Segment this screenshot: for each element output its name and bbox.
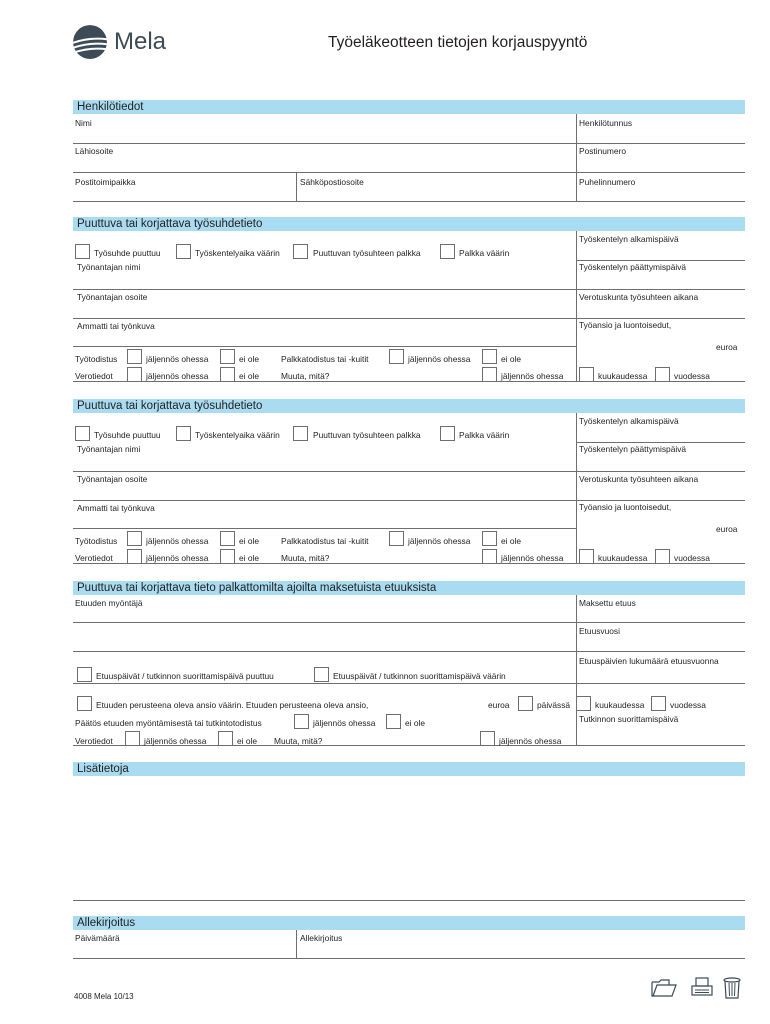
benefit-days-field[interactable]: Etuuspäivien lukumäärä etuusvuonna: [579, 656, 719, 666]
printer-icon[interactable]: [690, 976, 714, 1000]
benefit-per-year-checkbox[interactable]: [651, 696, 666, 711]
copy-attached-label: jäljennös ohessa: [146, 354, 209, 364]
per-day-label: päivässä: [537, 700, 571, 710]
start-date-field[interactable]: Työskentelyn alkamispäivä: [579, 234, 679, 244]
copy-attached-label: jäljennös ohessa: [501, 371, 564, 381]
benefit-per-month-checkbox[interactable]: [576, 696, 591, 711]
income-field[interactable]: Työansio ja luontoisedut,: [579, 502, 672, 512]
salary-wrong-checkbox[interactable]: [440, 426, 455, 441]
ssn-field[interactable]: Henkilötunnus: [579, 118, 633, 128]
per-year-checkbox[interactable]: [655, 367, 670, 382]
pay-slip-label: Palkkatodistus tai -kuitit: [281, 354, 369, 364]
occupation-field[interactable]: Ammatti tai työnkuva: [77, 503, 155, 513]
not-available-label: ei ole: [405, 718, 426, 728]
employment-missing-checkbox[interactable]: [75, 426, 90, 441]
mela-logo: [72, 24, 182, 62]
tax-municipality-field[interactable]: Verotuskunta työsuhteen aikana: [579, 292, 699, 302]
form-code: 4008 Mela 10/13: [74, 992, 134, 1001]
degree-date-field[interactable]: Tutkinnon suorittamispäivä: [579, 714, 679, 724]
decision-none-checkbox[interactable]: [386, 714, 401, 729]
employer-name-field[interactable]: Työnantajan nimi: [77, 444, 141, 454]
start-date-field[interactable]: Työskentelyn alkamispäivä: [579, 416, 679, 426]
work-certificate-none-checkbox[interactable]: [220, 349, 235, 364]
tax-certificate-none-checkbox[interactable]: [220, 549, 235, 564]
section-signature-heading: Allekirjoitus: [73, 916, 745, 930]
per-year-label: vuodessa: [674, 371, 710, 381]
benefit-year-field[interactable]: Etuusvuosi: [579, 626, 620, 636]
tax-municipality-field[interactable]: Verotuskunta työsuhteen aikana: [579, 474, 699, 484]
copy-attached-label: jäljennös ohessa: [408, 354, 471, 364]
benefit-tax-none-checkbox[interactable]: [218, 731, 233, 746]
income-wrong-label: Etuuden perusteena oleva ansio väärin. Etuuden perusteena oleva ansio,: [96, 700, 369, 710]
per-month-checkbox[interactable]: [579, 367, 594, 382]
other-label: Muuta, mitä?: [281, 553, 330, 563]
period-wrong-label: Työskentelyaika väärin: [195, 430, 280, 440]
income-euro-label: euroa: [716, 342, 738, 352]
copy-attached-label: jäljennös ohessa: [144, 736, 207, 746]
per-year-checkbox[interactable]: [655, 549, 670, 564]
pay-slip-label: Palkkatodistus tai -kuitit: [281, 536, 369, 546]
not-available-label: ei ole: [237, 736, 258, 746]
decision-copy-checkbox[interactable]: [294, 714, 309, 729]
not-available-label: ei ole: [501, 354, 522, 364]
copy-attached-label: jäljennös ohessa: [499, 736, 562, 746]
signature-field[interactable]: Allekirjoitus: [300, 933, 343, 943]
copy-attached-label: jäljennös ohessa: [408, 536, 471, 546]
folder-icon[interactable]: [650, 976, 678, 1000]
decision-label: Päätös etuuden myöntämisestä tai tutkintotodistus: [75, 718, 262, 728]
per-day-checkbox[interactable]: [518, 696, 533, 711]
missing-salary-label: Puuttuvan työsuhteen palkka: [313, 430, 421, 440]
income-euro-label: euroa: [716, 524, 738, 534]
work-certificate-none-checkbox[interactable]: [220, 531, 235, 546]
tax-certificate-label: Verotiedot: [75, 553, 113, 563]
salary-wrong-checkbox[interactable]: [440, 244, 455, 259]
work-certificate-label: Työtodistus: [75, 354, 118, 364]
pay-slip-none-checkbox[interactable]: [482, 349, 497, 364]
page-title: Työeläkeotteen tietojen korjauspyyntö: [328, 34, 588, 51]
employer-address-field[interactable]: Työnantajan osoite: [77, 474, 148, 484]
section-employment-1-heading: Puuttuva tai korjattava työsuhdetieto: [73, 217, 745, 231]
employment-missing-checkbox[interactable]: [75, 244, 90, 259]
tax-certificate-label: Verotiedot: [75, 371, 113, 381]
period-wrong-checkbox[interactable]: [176, 244, 191, 259]
pay-slip-copy-checkbox[interactable]: [389, 531, 404, 546]
missing-salary-checkbox[interactable]: [293, 244, 308, 259]
days-wrong-label: Etuuspäivät / tutkinnon suorittamispäivä väärin: [333, 671, 506, 681]
days-missing-label: Etuuspäivät / tutkinnon suorittamispäivä puuttuu: [96, 671, 274, 681]
copy-attached-label: jäljennös ohessa: [501, 553, 564, 563]
section-additional-heading: Lisätietoja: [73, 762, 745, 776]
employment-missing-label: Työsuhde puuttuu: [94, 430, 161, 440]
occupation-field[interactable]: Ammatti tai työnkuva: [77, 321, 155, 331]
income-field[interactable]: Työansio ja luontoisedut,: [579, 320, 672, 330]
copy-attached-label: jäljennös ohessa: [146, 553, 209, 563]
pay-slip-none-checkbox[interactable]: [482, 531, 497, 546]
tax-certificate-copy-checkbox[interactable]: [127, 549, 142, 564]
employer-name-field[interactable]: Työnantajan nimi: [77, 262, 141, 272]
period-wrong-checkbox[interactable]: [176, 426, 191, 441]
postal-code-field[interactable]: Postinumero: [579, 146, 627, 156]
per-month-checkbox[interactable]: [579, 549, 594, 564]
work-certificate-copy-checkbox[interactable]: [127, 349, 142, 364]
employer-address-field[interactable]: Työnantajan osoite: [77, 292, 148, 302]
salary-wrong-label: Palkka väärin: [459, 430, 510, 440]
per-year-label: vuodessa: [674, 553, 710, 563]
copy-attached-label: jäljennös ohessa: [146, 536, 209, 546]
section-employment-2-heading: Puuttuva tai korjattava työsuhdetieto: [73, 399, 745, 413]
not-available-label: ei ole: [501, 536, 522, 546]
employment-missing-label: Työsuhde puuttuu: [94, 248, 161, 258]
days-missing-checkbox[interactable]: [77, 667, 92, 682]
tax-certificate-none-checkbox[interactable]: [220, 367, 235, 382]
date-field[interactable]: Päivämäärä: [75, 933, 120, 943]
per-month-label: kuukaudessa: [598, 553, 648, 563]
income-wrong-checkbox[interactable]: [77, 696, 92, 711]
benefit-other-copy-checkbox[interactable]: [480, 731, 495, 746]
mela-logo-icon: [72, 24, 112, 60]
trash-icon[interactable]: [722, 976, 742, 1000]
phone-field[interactable]: Puhelinnumero: [579, 177, 636, 187]
not-available-label: ei ole: [239, 354, 260, 364]
tax-certificate-label: Verotiedot: [75, 736, 113, 746]
per-month-label: kuukaudessa: [598, 371, 648, 381]
end-date-field[interactable]: Työskentelyn päättymispäivä: [579, 262, 687, 272]
days-wrong-checkbox[interactable]: [314, 667, 329, 682]
tax-certificate-copy-checkbox[interactable]: [127, 367, 142, 382]
missing-salary-checkbox[interactable]: [293, 426, 308, 441]
not-available-label: ei ole: [239, 553, 260, 563]
name-field[interactable]: Nimi: [75, 118, 92, 128]
benefit-euro-label: euroa: [488, 700, 510, 710]
additional-info-area[interactable]: [73, 900, 745, 901]
benefit-paid-field[interactable]: Maksettu etuus: [579, 598, 636, 608]
section-personal-heading: Henkilötiedot: [73, 100, 745, 114]
other-label: Muuta, mitä?: [274, 736, 323, 746]
other-label: Muuta, mitä?: [281, 371, 330, 381]
street-field[interactable]: Lähiosoite: [75, 146, 114, 156]
end-date-field[interactable]: Työskentelyn päättymispäivä: [579, 444, 687, 454]
salary-wrong-label: Palkka väärin: [459, 248, 510, 258]
other-copy-checkbox[interactable]: [482, 367, 497, 382]
not-available-label: ei ole: [239, 536, 260, 546]
period-wrong-label: Työskentelyaika väärin: [195, 248, 280, 258]
pay-slip-copy-checkbox[interactable]: [389, 349, 404, 364]
email-field[interactable]: Sähköpostiosoite: [300, 177, 364, 187]
copy-attached-label: jäljennös ohessa: [146, 371, 209, 381]
work-certificate-copy-checkbox[interactable]: [127, 531, 142, 546]
work-certificate-label: Työtodistus: [75, 536, 118, 546]
city-field[interactable]: Postitoimipaikka: [75, 177, 136, 187]
missing-salary-label: Puuttuvan työsuhteen palkka: [313, 248, 421, 258]
other-copy-checkbox[interactable]: [482, 549, 497, 564]
benefit-tax-copy-checkbox[interactable]: [125, 731, 140, 746]
not-available-label: ei ole: [239, 371, 260, 381]
benefit-per-month-label: kuukaudessa: [595, 700, 645, 710]
benefit-payer-field[interactable]: Etuuden myöntäjä: [75, 598, 143, 608]
section-benefits-heading: Puuttuva tai korjattava tieto palkattomilta ajoilta maksetuista etuuksista: [73, 581, 745, 595]
copy-attached-label: jäljennös ohessa: [313, 718, 376, 728]
benefit-per-year-label: vuodessa: [670, 700, 706, 710]
logo-text: Mela: [114, 28, 167, 55]
